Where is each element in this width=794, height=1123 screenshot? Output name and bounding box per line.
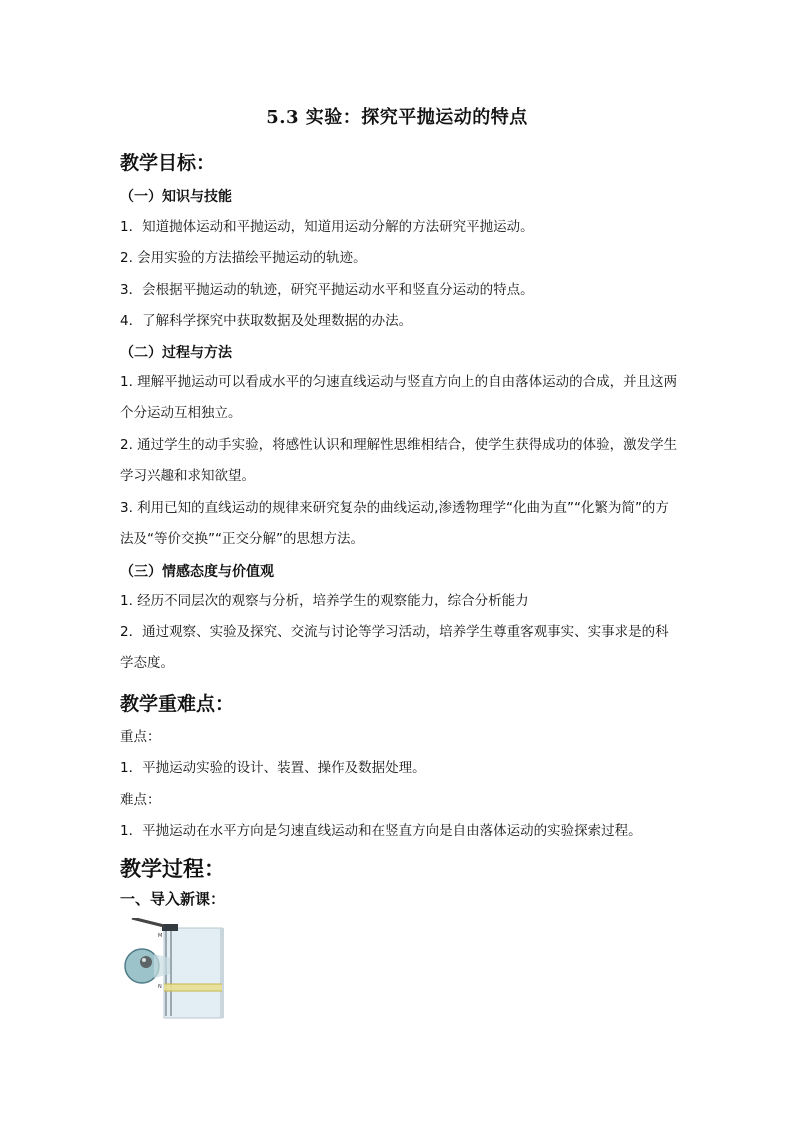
intro-heading: 一、导入新课： bbox=[120, 890, 226, 908]
key-difficult-heading: 教学重难点： bbox=[120, 693, 235, 715]
teaching-goals-heading: 教学目标： bbox=[120, 152, 216, 174]
emotion-values-heading: （三）情感态度与价值观 bbox=[120, 564, 274, 580]
experiment-figure bbox=[124, 918, 226, 1020]
teaching-process-heading: 教学过程： bbox=[120, 857, 225, 881]
list-item: 2. 通过学生的动手实验，将感性认识和理解性思维相结合，使学生获得成功的体验，激发学生学习兴趣和求知欲望。 bbox=[120, 437, 678, 484]
list-item: 1．知道抛体运动和平抛运动，知道用运动分解的方法研究平抛运动。 bbox=[120, 219, 534, 235]
list-item: 4．了解科学探究中获取数据及处理数据的办法。 bbox=[120, 313, 413, 329]
list-item: 2．通过观察、实验及探究、交流与讨论等学习活动，培养学生尊重客观事实、实事求是的科学态度。 bbox=[120, 624, 669, 671]
process-method-heading: （二）过程与方法 bbox=[120, 345, 232, 361]
list-item: 1．平抛运动实验的设计、装置、操作及数据处理。 bbox=[120, 760, 426, 776]
document-title: 5.3 实验：探究平抛运动的特点 bbox=[266, 107, 528, 128]
list-item: 1. 理解平抛运动可以看成水平的匀速直线运动与竖直方向上的自由落体运动的合成，并且这两个分运动互相独立。 bbox=[120, 374, 678, 421]
list-item: 3．会根据平抛运动的轨迹，研究平抛运动水平和竖直分运动的特点。 bbox=[120, 282, 534, 298]
list-item: 1. 经历不同层次的观察与分析，培养学生的观察能力，综合分析能力 bbox=[120, 593, 529, 609]
label-m: M bbox=[158, 933, 163, 939]
list-item: 1．平抛运动在水平方向是匀速直线运动和在竖直方向是自由落体运动的实验探索过程。 bbox=[120, 823, 642, 839]
knowledge-skills-heading: （一）知识与技能 bbox=[120, 189, 232, 205]
list-item: 3. 利用已知的直线运动的规律来研究复杂的曲线运动,渗透物理学“化曲为直”“化繁为简”的方法及“等价交换”“正交分解”的思想方法。 bbox=[120, 500, 669, 547]
list-item: 2. 会用实验的方法描绘平抛运动的轨迹。 bbox=[120, 250, 367, 266]
difficult-point-label: 难点： bbox=[120, 792, 161, 808]
key-point-label: 重点： bbox=[120, 729, 161, 745]
label-n: N bbox=[158, 984, 162, 990]
